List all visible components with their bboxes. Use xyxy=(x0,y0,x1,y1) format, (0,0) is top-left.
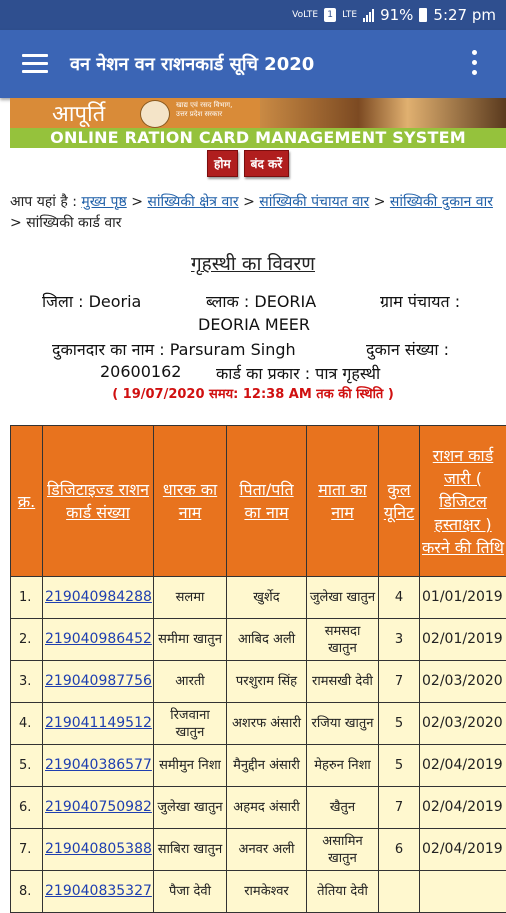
cell-units xyxy=(379,871,420,913)
cell-serial: 5. xyxy=(11,745,43,787)
sim-icon: 1 xyxy=(324,8,336,22)
cell-holder-name: पैजा देवी xyxy=(154,871,227,913)
battery-percent: 91% xyxy=(380,6,413,24)
table-row xyxy=(11,745,506,787)
table-row xyxy=(11,577,506,619)
banner-photo xyxy=(260,98,506,128)
col-header-serial[interactable]: क्र. xyxy=(11,426,43,577)
cell-card-number[interactable]: 219040386577 xyxy=(43,745,154,787)
dealer-info: दुकानदार का नाम : Parsuram Singh xyxy=(52,338,296,360)
cell-units: 5 xyxy=(379,745,420,787)
breadcrumb-home-link[interactable]: मुख्य पृष्ठ xyxy=(81,194,126,210)
app-bar xyxy=(0,30,506,98)
cell-father-husband: मैनुद्दीन अंसारी xyxy=(227,745,307,787)
up-govt-emblem-icon xyxy=(140,100,170,128)
cell-mother: तेतिया देवी xyxy=(307,871,379,913)
breadcrumb-area-link[interactable]: सांख्यिकी क्षेत्र वार xyxy=(147,194,238,210)
cell-card-number[interactable]: 219041149512 xyxy=(43,703,154,745)
cell-issue-date: 02/03/2020 xyxy=(420,661,506,703)
cell-holder-name: समीमा खातुन xyxy=(154,619,227,661)
system-name-bar: ONLINE RATION CARD MANAGEMENT SYSTEM xyxy=(10,128,506,148)
col-header-father-husband[interactable]: पिता/पति का नाम xyxy=(227,426,307,577)
cell-issue-date: 02/04/2019 xyxy=(420,829,506,871)
cell-units: 4 xyxy=(379,577,420,619)
hamburger-menu-icon[interactable] xyxy=(22,54,48,74)
battery-icon xyxy=(419,8,427,22)
cell-units: 3 xyxy=(379,619,420,661)
app-title: वन नेशन वन राशनकार्ड सूचि 2020 xyxy=(70,52,314,76)
cell-serial: 2. xyxy=(11,619,43,661)
cell-mother: मेहरुन निशा xyxy=(307,745,379,787)
panchayat-value: DEORIA MEER xyxy=(198,315,310,334)
cell-issue-date: 02/04/2019 xyxy=(420,745,506,787)
signal-icon xyxy=(363,8,374,22)
status-bar xyxy=(0,0,506,30)
site-banner xyxy=(10,98,506,128)
breadcrumb: आप यहां है : मुख्य पृष्ठ > सांख्यिकी क्षेत्र वार > सांख्यिकी पंचायत वार > सांख्यिकी दुकान वार > सांख्यिकी कार्ड वार xyxy=(10,192,500,234)
cell-holder-name: जुलेखा खातुन xyxy=(154,787,227,829)
ration-card-table xyxy=(10,425,506,913)
cell-issue-date: 02/01/2019 xyxy=(420,619,506,661)
card-type-info: कार्ड का प्रकार : पात्र गृहस्थी xyxy=(216,362,380,384)
cell-card-number[interactable]: 219040805388 xyxy=(43,829,154,871)
cell-units: 7 xyxy=(379,661,420,703)
cell-card-number[interactable]: 219040987756 xyxy=(43,661,154,703)
cell-card-number[interactable]: 219040984288 xyxy=(43,577,154,619)
cell-holder-name: समीमुन निशा xyxy=(154,745,227,787)
cell-card-number[interactable]: 219040835327 xyxy=(43,871,154,913)
cell-units: 7 xyxy=(379,787,420,829)
block-info: ब्लाक : DEORIA xyxy=(206,290,316,312)
cell-issue-date: 02/04/2019 xyxy=(420,787,506,829)
cell-serial: 1. xyxy=(11,577,43,619)
cell-holder-name: रिजवाना खातुन xyxy=(154,703,227,745)
table-row xyxy=(11,787,506,829)
cell-mother: असामिन खातुन xyxy=(307,829,379,871)
table-row xyxy=(11,829,506,871)
cell-mother: रजिया खातुन xyxy=(307,703,379,745)
breadcrumb-prefix: आप यहां है : xyxy=(10,194,77,210)
cell-issue-date: 02/03/2020 xyxy=(420,703,506,745)
page-heading: गृहस्थी का विवरण xyxy=(0,250,506,276)
banner-department: खाद्य एवं रसद विभाग, उत्तर प्रदेश सरकार xyxy=(176,101,232,119)
home-button[interactable]: होम xyxy=(207,150,238,177)
breadcrumb-shop-link[interactable]: सांख्यिकी दुकान वार xyxy=(390,194,493,210)
cell-mother: समसदा खातुन xyxy=(307,619,379,661)
overflow-menu-icon[interactable] xyxy=(472,50,478,78)
cell-father-husband: रामकेश्वर xyxy=(227,871,307,913)
cell-serial: 8. xyxy=(11,871,43,913)
district-info: जिला : Deoria xyxy=(42,290,141,312)
cell-units: 6 xyxy=(379,829,420,871)
panchayat-label: ग्राम पंचायत : xyxy=(380,290,460,312)
close-button[interactable]: बंद करें xyxy=(244,150,290,177)
col-header-mother[interactable]: माता का नाम xyxy=(307,426,379,577)
table-row xyxy=(11,871,506,913)
cell-mother: रामसखी देवी xyxy=(307,661,379,703)
col-header-card-number[interactable]: डिजिटाइज्ड राशन कार्ड संख्या xyxy=(43,426,154,577)
table-row xyxy=(11,619,506,661)
cell-issue-date: 01/01/2019 xyxy=(420,577,506,619)
cell-card-number[interactable]: 219040986452 xyxy=(43,619,154,661)
clock: 5:27 pm xyxy=(433,6,496,24)
cell-serial: 3. xyxy=(11,661,43,703)
cell-father-husband: परशुराम सिंह xyxy=(227,661,307,703)
shop-number-value: 20600162 xyxy=(100,362,181,381)
cell-issue-date xyxy=(420,871,506,913)
col-header-issue-date[interactable]: राशन कार्ड जारी ( डिजिटल हस्ताक्षर ) करने की तिथि xyxy=(420,426,506,577)
cell-card-number[interactable]: 219040750982 xyxy=(43,787,154,829)
cell-father-husband: अशरफ अंसारी xyxy=(227,703,307,745)
cell-holder-name: सलमा xyxy=(154,577,227,619)
volte-indicator: VoLTE xyxy=(292,11,318,20)
cell-father-husband: खुर्शेद xyxy=(227,577,307,619)
as-of-status: ( 19/07/2020 समय: 12:38 AM तक की स्थिति ) xyxy=(0,384,506,402)
breadcrumb-current: सांख्यिकी कार्ड वार xyxy=(26,215,121,231)
table-row xyxy=(11,661,506,703)
breadcrumb-panchayat-link[interactable]: सांख्यिकी पंचायत वार xyxy=(259,194,369,210)
cell-serial: 4. xyxy=(11,703,43,745)
cell-serial: 7. xyxy=(11,829,43,871)
col-header-units[interactable]: कुल यूनिट xyxy=(379,426,420,577)
cell-holder-name: साबिरा खातुन xyxy=(154,829,227,871)
cell-units: 5 xyxy=(379,703,420,745)
col-header-holder-name[interactable]: धारक का नाम xyxy=(154,426,227,577)
cell-serial: 6. xyxy=(11,787,43,829)
cell-father-husband: आबिद अली xyxy=(227,619,307,661)
table-header-row xyxy=(11,426,506,577)
nav-buttons xyxy=(207,150,289,177)
shop-number-label: दुकान संख्या : xyxy=(366,338,449,360)
cell-mother: जुलेखा खातुन xyxy=(307,577,379,619)
cell-father-husband: अहमद अंसारी xyxy=(227,787,307,829)
cell-father-husband: अनवर अली xyxy=(227,829,307,871)
lte-indicator: LTE xyxy=(342,11,357,20)
cell-holder-name: आरती xyxy=(154,661,227,703)
banner-aapurti: आपूर्ति xyxy=(52,98,105,128)
cell-mother: खैतुन xyxy=(307,787,379,829)
table-row xyxy=(11,703,506,745)
